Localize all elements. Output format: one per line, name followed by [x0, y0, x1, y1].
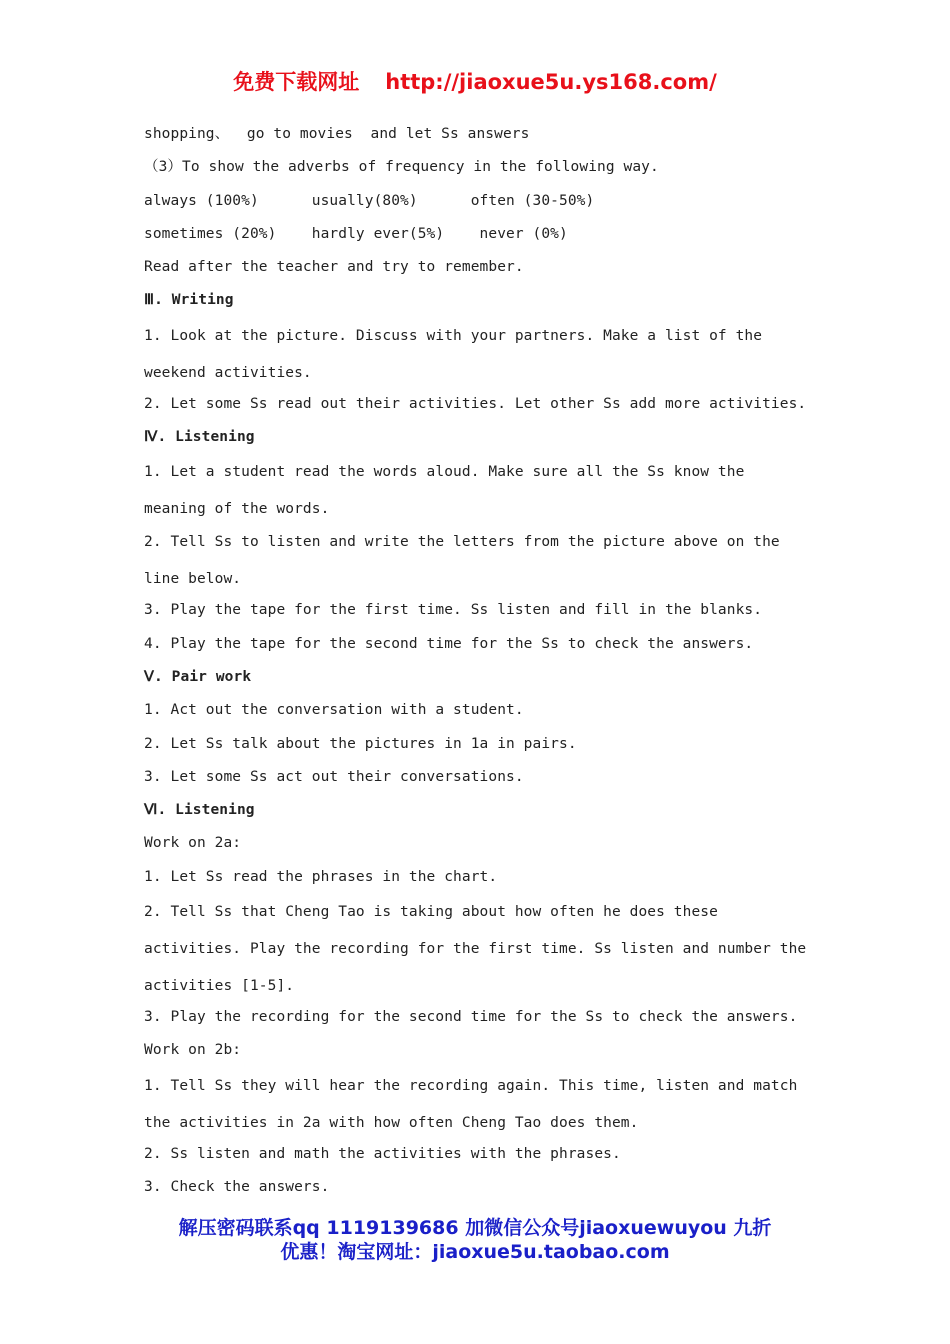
text-line: 2. Tell Ss that Cheng Tao is taking about how often he does these activities. Play the recording for the first time. Ss listen and number the activities [1-5].	[144, 904, 807, 995]
header-label: 免费下载网址	[233, 70, 360, 94]
text-line: 2. Let some Ss read out their activities. Let other Ss add more activities.	[144, 395, 807, 412]
footer-line-1: 解压密码联系qq 1119139686 加微信公众号jiaoxuewuyou 九折	[178, 1217, 772, 1239]
text-line: 3. Play the tape for the first time. Ss listen and fill in the blanks.	[144, 602, 763, 619]
text-line: 1. Let a student read the words aloud. Make sure all the Ss know the meaning of the words.	[144, 464, 745, 518]
text-line: Work on 2b:	[144, 1042, 242, 1059]
footer-line-2: 优惠！淘宝网址：jiaoxue5u.taobao.com	[280, 1241, 670, 1263]
section-heading: Ⅳ. Listening	[144, 429, 255, 446]
section-heading: Ⅵ. Listening	[144, 802, 255, 819]
text-line: 2. Let Ss talk about the pictures in 1a in pairs.	[144, 735, 577, 752]
text-line: shopping、 go to movies and let Ss answers	[144, 126, 530, 142]
text-line: （3）To show the adverbs of frequency in the following way.	[144, 159, 659, 176]
text-line: always (100%) usually(80%) often (30-50%)	[144, 192, 595, 209]
text-line: 3. Play the recording for the second time for the Ss to check the answers.	[144, 1009, 798, 1026]
text-line: 3. Let some Ss act out their conversations.	[144, 768, 524, 785]
section-heading: Ⅲ. Writing	[144, 292, 234, 309]
text-line: 1. Look at the picture. Discuss with your partners. Make a list of the weekend activities.	[144, 327, 763, 381]
text-line: 2. Tell Ss to listen and write the letters from the picture above on the line below.	[144, 534, 780, 588]
text-line: 2. Ss listen and math the activities with the phrases.	[144, 1145, 621, 1162]
text-line: Work on 2a:	[144, 835, 242, 852]
text-line: 3. Check the answers.	[144, 1178, 330, 1195]
page-footer	[0, 1216, 950, 1264]
text-line: 1. Act out the conversation with a student.	[144, 702, 524, 719]
text-line: sometimes (20%) hardly ever(5%) never (0%)	[144, 225, 568, 242]
text-line: Read after the teacher and try to remember.	[144, 259, 524, 276]
text-line: 1. Tell Ss they will hear the recording again. This time, listen and match the activities in 2a with how often Cheng Tao does them.	[144, 1077, 798, 1131]
page-header	[0, 66, 950, 96]
document-body	[144, 118, 814, 1204]
text-line: 1. Let Ss read the phrases in the chart.	[144, 868, 498, 885]
section-heading: Ⅴ. Pair work	[144, 668, 252, 685]
text-line: 4. Play the tape for the second time for the Ss to check the answers.	[144, 635, 754, 652]
header-url-link[interactable]: http://jiaoxue5u.ys168.com/	[385, 70, 717, 94]
